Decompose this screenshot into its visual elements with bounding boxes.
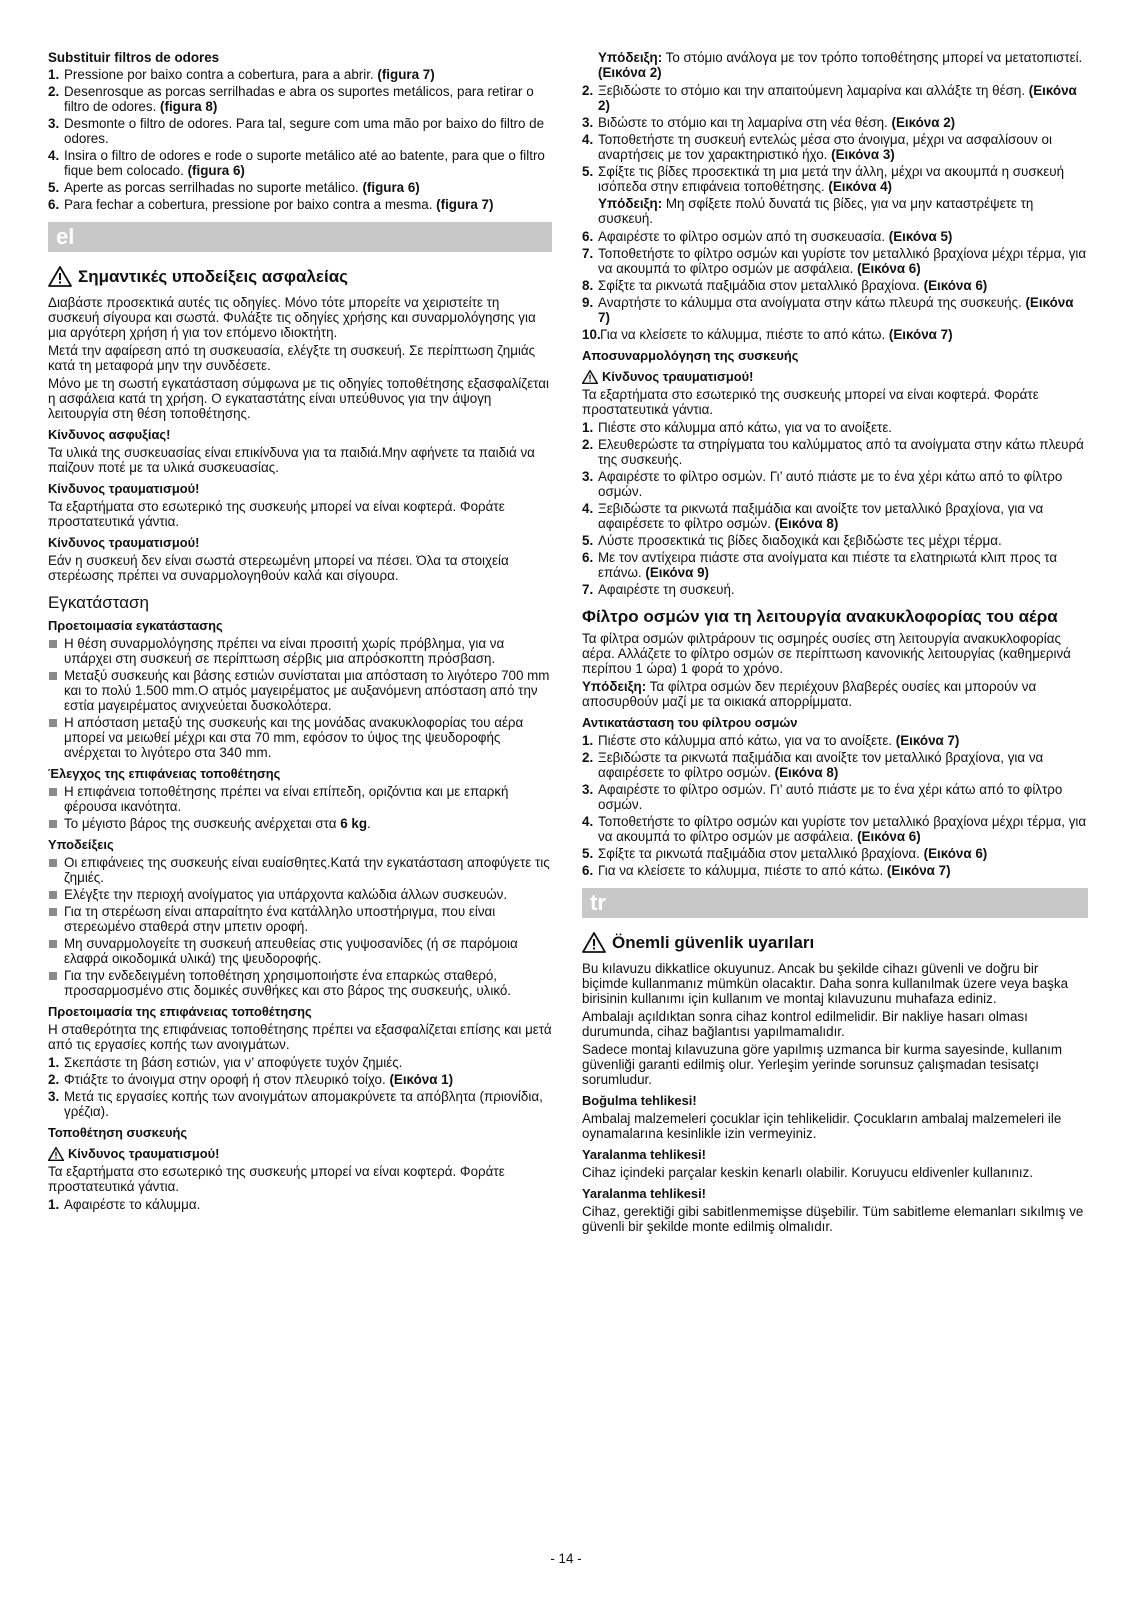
figure-ref: (Εικόνα 4) bbox=[828, 179, 892, 194]
language-code: tr bbox=[590, 890, 606, 915]
filter-text: Τα φίλτρα οσμών φιλτράρουν τις οσμηρές ουσίες στη λειτουργία ανακυκλοφορίας αέρα. Αλλάζετε το φίλτρο οσμών σε περίπτωση κανονικής λειτουργίας (καθημερινά περίπου 1 ώρα) 1 φορά το χρόνο. bbox=[582, 631, 1071, 676]
step-text: Ξεβιδώστε τα ρικνωτά παξιμάδια και ανοίξτε τον μεταλλικό βραχίονα, για να αφαιρέσετε το φίλτρο οσμών. bbox=[598, 750, 1044, 780]
step-text: Αφαιρέστε το φίλτρο οσμών. Γι’ αυτό πιάστε με το ένα χέρι κάτω από το φίλτρο οσμών. bbox=[598, 782, 1063, 812]
prep-heading: Προετοιμασία εγκατάστασης bbox=[48, 618, 223, 633]
injury-text: Εάν η συσκευή δεν είναι σωστά στερεωμένη μπορεί να πέσει. Όλα τα στοιχεία στερέωσης πρέπει να συναρμολογηθούν καλά και σίγουρα. bbox=[48, 553, 509, 583]
step-item bbox=[582, 550, 1088, 580]
bullet-text: Μεταξύ συσκευής και βάσης εστιών συνίσταται μια απόσταση το λιγότερο 700 mm και το πολύ 1.500 mm.Ο ατμός μαγειρέματος με αυξανόμενη απόσταση από την εστία μαγειρέματος ανιχνεύεται δυσκολότερα. bbox=[64, 668, 550, 713]
tr-paragraph: Ambalajı açıldıktan sonra cihaz kontrol edilmelidir. Bir nakliye hasarı olması durumunda, cihaz bağlantısı yapılmamalıdır. bbox=[582, 1009, 1028, 1039]
step-text: Για να κλείσετε το κάλυμμα, πιέστε το από κάτω. bbox=[598, 863, 887, 878]
bullet-item bbox=[48, 715, 552, 760]
step-text: Aperte as porcas serrilhadas no suporte metálico. bbox=[64, 180, 363, 195]
step-number: 5. bbox=[582, 164, 594, 179]
mounting-steps-cont bbox=[582, 83, 1088, 194]
bullet-text: Η θέση συναρμολόγησης πρέπει να είναι προσιτή χωρίς πρόβλημα, για να υπάρχει στη συσκευή σε περίπτωση σέρβις μια απρόσκοπτη πρόσβαση. bbox=[64, 636, 505, 666]
step-item bbox=[582, 295, 1088, 325]
bullet-item bbox=[48, 887, 552, 902]
tr-injury-heading: Yaralanma tehlikesi! bbox=[582, 1147, 706, 1162]
figure-ref: (Εικόνα 9) bbox=[645, 565, 709, 580]
step-text: Αφαιρέστε το φίλτρο οσμών από τη συσκευασία. bbox=[598, 229, 889, 244]
step-item bbox=[582, 246, 1088, 276]
step-item bbox=[582, 533, 1088, 548]
safety-paragraph: Διαβάστε προσεκτικά αυτές τις οδηγίες. Μόνο τότε μπορείτε να χειριστείτε τη συσκευή σίγουρα και σωστά. Φυλάξτε τις οδηγίες χρήσης και συναρμολόγησης για μια αργότερη χρήση ή για τον επόμενο ιδιοκτήτη. bbox=[48, 295, 536, 340]
tr-asphyxia-heading: Boğulma tehlikesi! bbox=[582, 1093, 697, 1108]
step-item bbox=[48, 67, 552, 82]
step-text: Σφίξτε τα ρικνωτά παξιμάδια στον μεταλλικό βραχίονα. bbox=[598, 846, 924, 861]
hints-list bbox=[48, 855, 552, 998]
step-text: Αφαιρέστε το κάλυμμα. bbox=[64, 1197, 201, 1212]
step-item bbox=[582, 501, 1088, 531]
figure-ref: (Εικόνα 8) bbox=[774, 516, 839, 531]
step-text: Λύστε προσεκτικά τις βίδες διαδοχικά και ξεβιδώστε τες μέχρι τέρμα. bbox=[598, 533, 1002, 548]
step-number: 6. bbox=[582, 229, 594, 244]
step-text: Τοποθετήστε το φίλτρο οσμών και γυρίστε τον μεταλλικό βραχίονα μέχρι τέρμα, για να ακουμπά το φίλτρο οσμών με ασφάλεια. bbox=[598, 246, 1087, 276]
step-item bbox=[582, 229, 1088, 244]
step-number: 3. bbox=[582, 469, 594, 484]
step-number: 6. bbox=[582, 550, 594, 565]
tr-injury-heading: Yaralanma tehlikesi! bbox=[582, 1186, 706, 1201]
bullet-square-icon bbox=[49, 972, 57, 980]
page-number: - 14 - bbox=[550, 1551, 582, 1566]
asphyxia-heading: Κίνδυνος ασφυξίας! bbox=[48, 427, 171, 442]
step-number: 1. bbox=[48, 1055, 60, 1070]
tr-injury-text: Cihaz, gerektiği gibi sabitlenmemişse düşebilir. Tüm sabitleme elemanları sıkılmış ve güvenli bir şekilde monte edilmiş olmalıdır. bbox=[582, 1204, 1084, 1234]
step-item bbox=[582, 582, 1088, 597]
step-item bbox=[582, 278, 1088, 293]
language-code: el bbox=[56, 224, 75, 249]
bullet-square-icon bbox=[49, 788, 57, 796]
step-text: Τοποθετήστε τη συσκευή εντελώς μέσα στο άνοιγμα, μέχρι να ασφαλίσουν οι αναρτήσεις με τον χαρακτηριστικό ήχο. bbox=[598, 132, 1052, 162]
step-number: 4. bbox=[582, 501, 594, 516]
warning-triangle-icon bbox=[48, 266, 72, 287]
figure-ref: (Εικόνα 2) bbox=[891, 115, 956, 130]
bullet-text: Μη συναρμολογείτε τη συσκευή απευθείας στις γυψοσανίδες (ή σε παρόμοια ελαφρά οικοδομικά υλικά) της ψευδοροφής. bbox=[64, 936, 518, 966]
step-number: 7. bbox=[582, 246, 594, 261]
left-column bbox=[48, 50, 552, 1214]
injury-text: Τα εξαρτήματα στο εσωτερικό της συσκευής μπορεί να είναι κοφτερά. Φοράτε προστατευτικά γάντια. bbox=[48, 499, 505, 529]
disassembly-warning bbox=[582, 369, 1088, 384]
bullet-end: . bbox=[367, 816, 371, 831]
note-text: Το στόμιο ανάλογα με τον τρόπο τοποθέτησης μπορεί να μετατοπιστεί. bbox=[662, 50, 1083, 65]
figure-ref: (figura 7) bbox=[436, 197, 494, 212]
step-item bbox=[48, 1072, 552, 1087]
step-number: 2. bbox=[582, 437, 594, 452]
bullet-item bbox=[48, 816, 552, 831]
pt-heading: Substituir filtros de odores bbox=[48, 50, 220, 65]
step-text: Ελευθερώστε τα στηρίγματα του καλύμματος από τα ανοίγματα στην κάτω πλευρά της συσκευής. bbox=[598, 437, 1084, 467]
mounting-warning bbox=[48, 1146, 552, 1161]
step-text: Φτιάξτε το άνοιγμα στην οροφή ή στον πλευρικό τοίχο. bbox=[64, 1072, 390, 1087]
step-text: Desenrosque as porcas serrilhadas e abra os suportes metálicos, para retirar o filtro de odores. bbox=[64, 84, 534, 114]
tr-safety-title: Önemli güvenlik uyarıları bbox=[612, 932, 815, 952]
step-number: 5. bbox=[582, 846, 594, 861]
step-item bbox=[582, 782, 1088, 812]
step-item bbox=[582, 164, 1088, 194]
step-item bbox=[582, 437, 1088, 467]
step-number: 3. bbox=[48, 1089, 60, 1104]
bullet-text: Η απόσταση μεταξύ της συσκευής και της μονάδας ανακυκλοφορίας του αέρα μπορεί να μειωθεί μέχρι και στα 70 mm, εφόσον το ύψος της ψευδοροφής ανέρχεται το λιγότερο στα 340 mm. bbox=[64, 715, 524, 760]
step-text: Ξεβιδώστε το στόμιο και την απαιτούμενη λαμαρίνα και αλλάξτε τη θέση. bbox=[598, 83, 1029, 98]
step-text: Βιδώστε το στόμιο και τη λαμαρίνα στη νέα θέση. bbox=[598, 115, 892, 130]
step-item bbox=[48, 84, 552, 114]
figure-ref: (figura 8) bbox=[160, 99, 218, 114]
figure-ref: (Εικόνα 6) bbox=[857, 829, 921, 844]
figure-ref: (Εικόνα 5) bbox=[888, 229, 953, 244]
note bbox=[598, 50, 1088, 80]
language-bar-tr bbox=[582, 888, 1088, 918]
step-number: 4. bbox=[582, 814, 594, 829]
step-item bbox=[582, 863, 1088, 878]
bullet-text: Για τη στερέωση είναι απαραίτητο ένα κατάλληλο υποστήριγμα, που είναι στερεωμένο σταθερά στην μπετιν οροφή. bbox=[64, 904, 496, 934]
figure-ref: (Εικόνα 6) bbox=[857, 261, 921, 276]
disassembly-warning-text: Κίνδυνος τραυματισμού! bbox=[602, 369, 754, 384]
tr-injury-text: Cihaz içindeki parçalar keskin kenarlı olabilir. Koruyucu eldivenler kullanınız. bbox=[582, 1165, 1034, 1180]
warning-triangle-icon bbox=[48, 1147, 64, 1161]
step-item bbox=[582, 132, 1088, 162]
figure-ref: (Εικόνα 7) bbox=[598, 295, 1074, 325]
step-item bbox=[48, 1055, 552, 1070]
step-number: 6. bbox=[582, 863, 594, 878]
disassembly-heading: Αποσυναρμολόγηση της συσκευής bbox=[582, 348, 799, 363]
mounting-warning-text: Κίνδυνος τραυματισμού! bbox=[68, 1146, 220, 1161]
step-number: 7. bbox=[582, 582, 594, 597]
bullet-text: Για την ενδεδειγμένη τοποθέτηση χρησιμοποιήστε ένα επαρκώς σταθερό, προσαρμοσμένο στις δομικές συνθήκες και στο βάρος της συσκευής, υλικό. bbox=[64, 968, 512, 998]
bullet-square-icon bbox=[49, 820, 57, 828]
bullet-square-icon bbox=[49, 908, 57, 916]
tr-paragraph: Sadece montaj kılavuzuna göre yapılmış uzmanca bir kurma sayesinde, kullanım güvenliği garanti edilmiş olur. Yerleşim yerinde sorunsuz çalışmadan tesisatçı sorumludur. bbox=[582, 1042, 1063, 1087]
filter-title: Φίλτρο οσμών για τη λειτουργία ανακυκλοφορίας του αέρα bbox=[582, 607, 1058, 626]
surface-prep-steps bbox=[48, 1055, 552, 1119]
step-item bbox=[582, 846, 1088, 861]
bullet-item bbox=[48, 968, 552, 998]
installation-title: Εγκατάσταση bbox=[48, 593, 150, 612]
warning-triangle-icon bbox=[582, 932, 606, 953]
bullet-square-icon bbox=[49, 640, 57, 648]
step-number: 8. bbox=[582, 278, 594, 293]
bullet-square-icon bbox=[49, 859, 57, 867]
step-text: Σκεπάστε τη βάση εστιών, για ν’ αποφύγετε τυχόν ζημιές. bbox=[64, 1055, 403, 1070]
step-number: 9. bbox=[582, 295, 594, 310]
step-item bbox=[48, 1197, 552, 1212]
prep-list bbox=[48, 636, 552, 760]
step-text: Αφαιρέστε το φίλτρο οσμών. Γι’ αυτό πιάστε με το ένα χέρι κάτω από το φίλτρο οσμών. bbox=[598, 469, 1063, 499]
step-number: 4. bbox=[48, 148, 60, 163]
step-item bbox=[48, 1089, 552, 1119]
step-number: 5. bbox=[48, 180, 60, 195]
safety-paragraph: Μόνο με τη σωστή εγκατάσταση σύμφωνα με τις οδηγίες τοποθέτησης εξασφαλίζεται η ασφάλεια κατά τη χρήση. Ο εγκαταστάτης είναι υπεύθυνος για την άψογη λειτουργία στη θέση τοποθέτησης. bbox=[48, 376, 549, 421]
note-label: Υπόδειξη: bbox=[582, 679, 647, 694]
bullet-item bbox=[48, 784, 552, 814]
tr-safety-heading bbox=[582, 932, 1088, 953]
step-item bbox=[582, 750, 1088, 780]
bullet-bold: 6 kg bbox=[340, 816, 367, 831]
note-text: Τα φίλτρα οσμών δεν περιέχουν βλαβερές ουσίες και μπορούν να αποσυρθούν μαζί με τα οικιακά απορρίμματα. bbox=[582, 679, 1037, 709]
surface-prep-heading: Προετοιμασία της επιφάνειας τοποθέτησης bbox=[48, 1004, 312, 1019]
step-number: 1. bbox=[582, 733, 594, 748]
step-number: 3. bbox=[582, 115, 594, 130]
figure-ref: (Εικόνα 2) bbox=[598, 65, 662, 80]
figure-ref: (Εικόνα 2) bbox=[598, 83, 1077, 113]
step-text: Πιέστε στο κάλυμμα από κάτω, για να το ανοίξετε. bbox=[598, 420, 893, 435]
step-number: 4. bbox=[582, 132, 594, 147]
step-text: Insira o filtro de odores e rode o suporte metálico até ao batente, para que o filtro fique bem colocado. bbox=[64, 148, 545, 178]
bullet-item bbox=[48, 904, 552, 934]
step-item bbox=[48, 180, 552, 195]
note-text: Μη σφίξετε πολύ δυνατά τις βίδες, για να μην καταστρέψετε τη συσκευή. bbox=[598, 196, 1034, 226]
step-item bbox=[582, 83, 1088, 113]
disassembly-steps bbox=[582, 420, 1088, 597]
step-text: Αναρτήστε το κάλυμμα στα ανοίγματα στην κάτω πλευρά της συσκευής. bbox=[598, 295, 1026, 310]
step-number: 3. bbox=[48, 116, 60, 131]
step-item bbox=[582, 733, 1088, 748]
right-column bbox=[582, 50, 1088, 1237]
tr-asphyxia-text: Ambalaj malzemeleri çocuklar için tehlikelidir. Çocukların ambalaj malzemeleri ile oynamalarına kesinlikle izin vermeyiniz. bbox=[582, 1111, 1062, 1141]
figure-ref: (Εικόνα 6) bbox=[923, 846, 988, 861]
tr-paragraph: Bu kılavuzu dikkatlice okuyunuz. Ancak bu şekilde cihazı güvenli ve doğru bir biçimde kullanmanız mümkün olacaktır. Daha sonra kullanılmak üzere veya başka birisinin kullanımı için kullanım ve montaj kılavuzunu muhafaza ediniz. bbox=[582, 961, 1069, 1006]
step-item bbox=[582, 420, 1088, 435]
step-number: 1. bbox=[582, 420, 594, 435]
step-number: 2. bbox=[582, 83, 594, 98]
step-text: Μετά τις εργασίες κοπής των ανοιγμάτων απομακρύνετε τα απόβλητα (πριονίδια, γρέζια). bbox=[64, 1089, 543, 1119]
hints-heading: Υποδείξεις bbox=[48, 837, 114, 852]
bullet-item bbox=[48, 668, 552, 713]
step-text: Για να κλείσετε το κάλυμμα, πιέστε το από κάτω. bbox=[600, 327, 889, 342]
step-number: 1. bbox=[48, 67, 60, 82]
safety-paragraph: Μετά την αφαίρεση από τη συσκευασία, ελέγξτε τη συσκευή. Σε περίπτωση ζημιάς κατά τη μεταφορά μην την συνδέσετε. bbox=[48, 343, 536, 373]
figure-ref: (Εικόνα 3) bbox=[831, 147, 895, 162]
step-number: 5. bbox=[582, 533, 594, 548]
step-number: 6. bbox=[48, 197, 60, 212]
step-text: Αφαιρέστε τη συσκευή. bbox=[598, 582, 735, 597]
step-item bbox=[48, 116, 552, 146]
figure-ref: (Εικόνα 7) bbox=[888, 327, 953, 342]
step-item bbox=[582, 469, 1088, 499]
figure-ref: (Εικόνα 7) bbox=[886, 863, 951, 878]
step-number: 2. bbox=[48, 84, 60, 99]
injury-heading: Κίνδυνος τραυματισμού! bbox=[48, 481, 200, 496]
mounting-heading: Τοποθέτηση συσκευής bbox=[48, 1125, 188, 1140]
surface-check-heading: Έλεγχος της επιφάνειας τοποθέτησης bbox=[48, 766, 281, 781]
bullet-item bbox=[48, 636, 552, 666]
replace-filter-heading: Αντικατάσταση του φίλτρου οσμών bbox=[582, 715, 798, 730]
note bbox=[598, 196, 1088, 226]
step-item bbox=[48, 197, 552, 212]
language-bar-el bbox=[48, 222, 552, 252]
figure-ref: (figura 6) bbox=[362, 180, 420, 195]
filter-note bbox=[582, 679, 1088, 709]
surface-check-list bbox=[48, 784, 552, 831]
step-text: Σφίξτε τα ρικνωτά παξιμάδια στον μεταλλικό βραχίονα. bbox=[598, 278, 924, 293]
figure-ref: (Εικόνα 8) bbox=[774, 765, 839, 780]
step-text: Pressione por baixo contra a cobertura, para a abrir. bbox=[64, 67, 378, 82]
note-label: Υπόδειξη: bbox=[598, 50, 663, 65]
asphyxia-text: Τα υλικά της συσκευασίας είναι επικίνδυνα για τα παιδιά.Μην αφήνετε τα παιδιά να παίζουν ποτέ με τα υλικά συσκευασίας. bbox=[48, 445, 535, 475]
step-item bbox=[582, 115, 1088, 130]
bullet-square-icon bbox=[49, 672, 57, 680]
mounting-text: Τα εξαρτήματα στο εσωτερικό της συσκευής μπορεί να είναι κοφτερά. Φοράτε προστατευτικά γάντια. bbox=[48, 1164, 505, 1194]
step-item bbox=[582, 327, 1088, 342]
bullet-square-icon bbox=[49, 891, 57, 899]
bullet-square-icon bbox=[49, 940, 57, 948]
note-label: Υπόδειξη: bbox=[598, 196, 663, 211]
figure-ref: (Εικόνα 6) bbox=[923, 278, 988, 293]
surface-prep-text: Η σταθερότητα της επιφάνειας τοποθέτησης πρέπει να εξασφαλίζεται επίσης και μετά από τις εργασίες κοπής των ανοιγμάτων. bbox=[48, 1022, 552, 1052]
bullet-text: Ελέγξτε την περιοχή ανοίγματος για υπάρχοντα καλώδια άλλων συσκευών. bbox=[64, 887, 508, 902]
step-number: 2. bbox=[48, 1072, 60, 1087]
pt-steps bbox=[48, 67, 552, 212]
warning-triangle-icon bbox=[582, 370, 598, 384]
bullet-item bbox=[48, 855, 552, 885]
bullet-text: Το μέγιστο βάρος της συσκευής ανέρχεται στα bbox=[64, 816, 341, 831]
safety-title: Σημαντικές υποδείξεις ασφαλείας bbox=[78, 266, 348, 286]
step-text: Para fechar a cobertura, pressione por baixo contra a mesma. bbox=[64, 197, 437, 212]
bullet-item bbox=[48, 936, 552, 966]
figure-ref: (figura 6) bbox=[187, 163, 245, 178]
step-number: 10. bbox=[582, 327, 601, 342]
safety-heading bbox=[48, 266, 552, 287]
bullet-square-icon bbox=[49, 719, 57, 727]
mounting-steps-cont bbox=[582, 229, 1088, 342]
step-number: 3. bbox=[582, 782, 594, 797]
mounting-steps bbox=[48, 1197, 552, 1212]
step-item bbox=[582, 814, 1088, 844]
figure-ref: (Εικόνα 1) bbox=[389, 1072, 454, 1087]
step-number: 2. bbox=[582, 750, 594, 765]
step-number: 1. bbox=[48, 1197, 60, 1212]
step-item bbox=[48, 148, 552, 178]
figure-ref: (figura 7) bbox=[377, 67, 435, 82]
step-text: Σφίξτε τις βίδες προσεκτικά τη μια μετά την άλλη, μέχρι να ακουμπά η συσκευή ισόπεδα στην επιφάνεια τοποθέτησης. bbox=[598, 164, 1065, 194]
step-text: Πιέστε στο κάλυμμα από κάτω, για να το ανοίξετε. bbox=[598, 733, 896, 748]
bullet-text: Η επιφάνεια τοποθέτησης πρέπει να είναι επίπεδη, οριζόντια και με επαρκή φέρουσα ικανότητα. bbox=[64, 784, 509, 814]
step-text: Με τον αντίχειρα πιάστε στα ανοίγματα και πιέστε τα ελατηριωτά κλιπ προς τα επάνω. bbox=[598, 550, 1058, 580]
step-text: Τοποθετήστε το φίλτρο οσμών και γυρίστε τον μεταλλικό βραχίονα μέχρι τέρμα, για να ακουμπά το φίλτρο οσμών με ασφάλεια. bbox=[598, 814, 1087, 844]
disassembly-text: Τα εξαρτήματα στο εσωτερικό της συσκευής μπορεί να είναι κοφτερά. Φοράτε προστατευτικά γάντια. bbox=[582, 387, 1039, 417]
replace-filter-steps bbox=[582, 733, 1088, 878]
injury-heading: Κίνδυνος τραυματισμού! bbox=[48, 535, 200, 550]
step-text: Desmonte o filtro de odores. Para tal, segure com uma mão por baixo do filtro de odores. bbox=[64, 116, 545, 146]
step-text: Ξεβιδώστε τα ρικνωτά παξιμάδια και ανοίξτε τον μεταλλικό βραχίονα, για να αφαιρέσετε το φίλτρο οσμών. bbox=[598, 501, 1044, 531]
figure-ref: (Εικόνα 7) bbox=[895, 733, 960, 748]
bullet-text: Οι επιφάνειες της συσκευής είναι ευαίσθητες.Κατά την εγκατάσταση αποφύγετε τις ζημιές. bbox=[64, 855, 550, 885]
